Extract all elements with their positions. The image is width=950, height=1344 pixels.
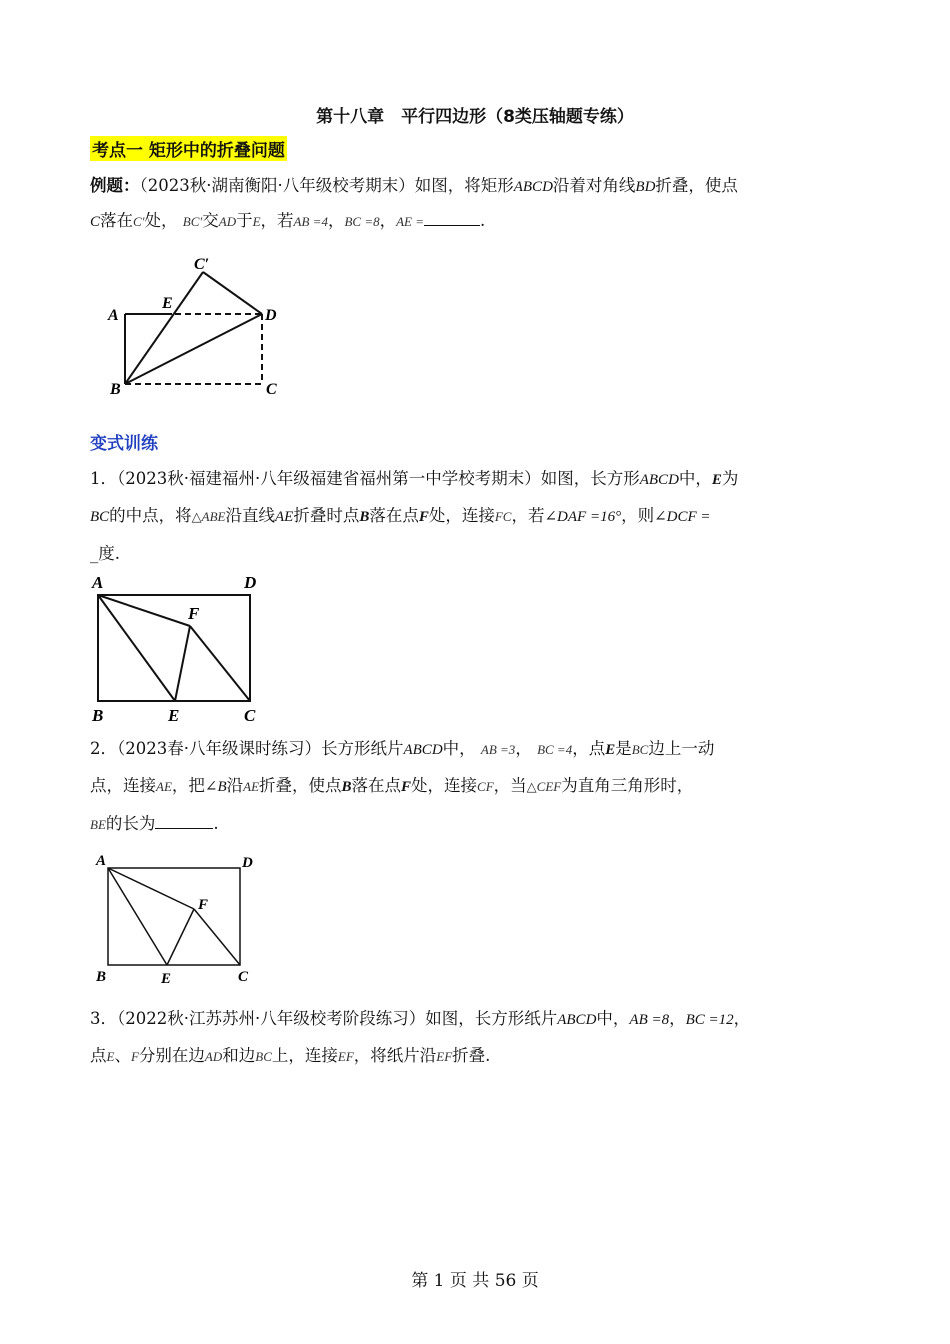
fig2-label-c: C (244, 706, 256, 725)
section-heading: 考点一 矩形中的折叠问题 (90, 136, 287, 161)
fig3-label-d: D (242, 855, 253, 871)
q2-line-1: 2．（2023春·八年级课时练习）长方形纸片ABCD中， AB =3， BC =4，点E是BC边上一动 (90, 739, 715, 758)
fig1-label-cprime: C′ (194, 256, 210, 273)
figure-2 (88, 570, 278, 730)
fig2-label-b: B (92, 706, 104, 725)
fig1-label-e: E (162, 295, 173, 312)
fig2-segment-fc (190, 626, 250, 701)
figure-3 (88, 848, 268, 988)
example-line-2: C落在C′处， BC′交AD于E，若AB =4，BC =8，AE = . (90, 211, 486, 230)
fig1-label-b: B (110, 381, 121, 398)
fig2-rectangle (98, 595, 250, 701)
fig3-label-e: E (161, 971, 172, 987)
fig3-segment-fe (167, 909, 194, 965)
fig3-label-c: C (238, 969, 249, 985)
figure-1 (100, 250, 300, 400)
variant-heading: 变式训练 (90, 434, 158, 454)
fig2-segment-ae (98, 595, 175, 701)
page-title: 第十八章 平行四边形（8类压轴题专练） (316, 107, 634, 127)
example-line-1: 例题：（2023秋·湖南衡阳·八年级校考期末）如图，将矩形ABCD沿着对角线BD折叠，使点 (90, 176, 738, 195)
page-footer: 第 1 页 共 56 页 (411, 1271, 539, 1291)
fig1-label-d: D (265, 307, 277, 324)
fig1-segment-bcprime (125, 272, 203, 384)
fig1-label-a: A (108, 307, 119, 324)
fig3-label-b: B (96, 969, 107, 985)
q2-line-3: BE的长为 . (90, 814, 219, 833)
fig2-label-d: D (244, 573, 257, 592)
example-label: 例题： (90, 176, 140, 195)
fig3-label-f: F (198, 897, 209, 913)
q1-line-3: _度. (90, 544, 120, 563)
fig1-diagonal-bd (125, 314, 262, 384)
q1-line-2: BC的中点，将△ABE沿直线AE折叠时点B落在点F处，连接FC，若∠DAF =16°，则∠DCF = (90, 506, 711, 525)
fig1-segment-cprimed (203, 272, 262, 314)
answer-blank (424, 211, 480, 226)
fig3-segment-fc (194, 909, 240, 965)
fig2-segment-af (98, 595, 190, 626)
fig2-label-e: E (168, 706, 180, 725)
fig2-label-a: A (92, 573, 104, 592)
fig1-label-c: C (266, 381, 277, 398)
fig2-label-f: F (188, 604, 200, 623)
fig3-label-a: A (96, 853, 107, 869)
q2-line-2: 点，连接AE，把∠B沿AE折叠，使点B落在点F处，连接CF，当△CEF为直角三角形时， (90, 776, 694, 795)
fig2-segment-fe (175, 626, 190, 701)
answer-blank (155, 814, 213, 829)
q3-line-1: 3．（2022秋·江苏苏州·八年级校考阶段练习）如图，长方形纸片ABCD中，AB =8，BC =12， (90, 1009, 751, 1028)
q3-line-2: 点E、F分别在边AD和边BC上，连接EF，将纸片沿EF折叠. (90, 1046, 491, 1065)
q1-line-1: 1．（2023秋·福建福州·八年级福建省福州第一中学校考期末）如图，长方形ABCD中，E为 (90, 469, 739, 488)
